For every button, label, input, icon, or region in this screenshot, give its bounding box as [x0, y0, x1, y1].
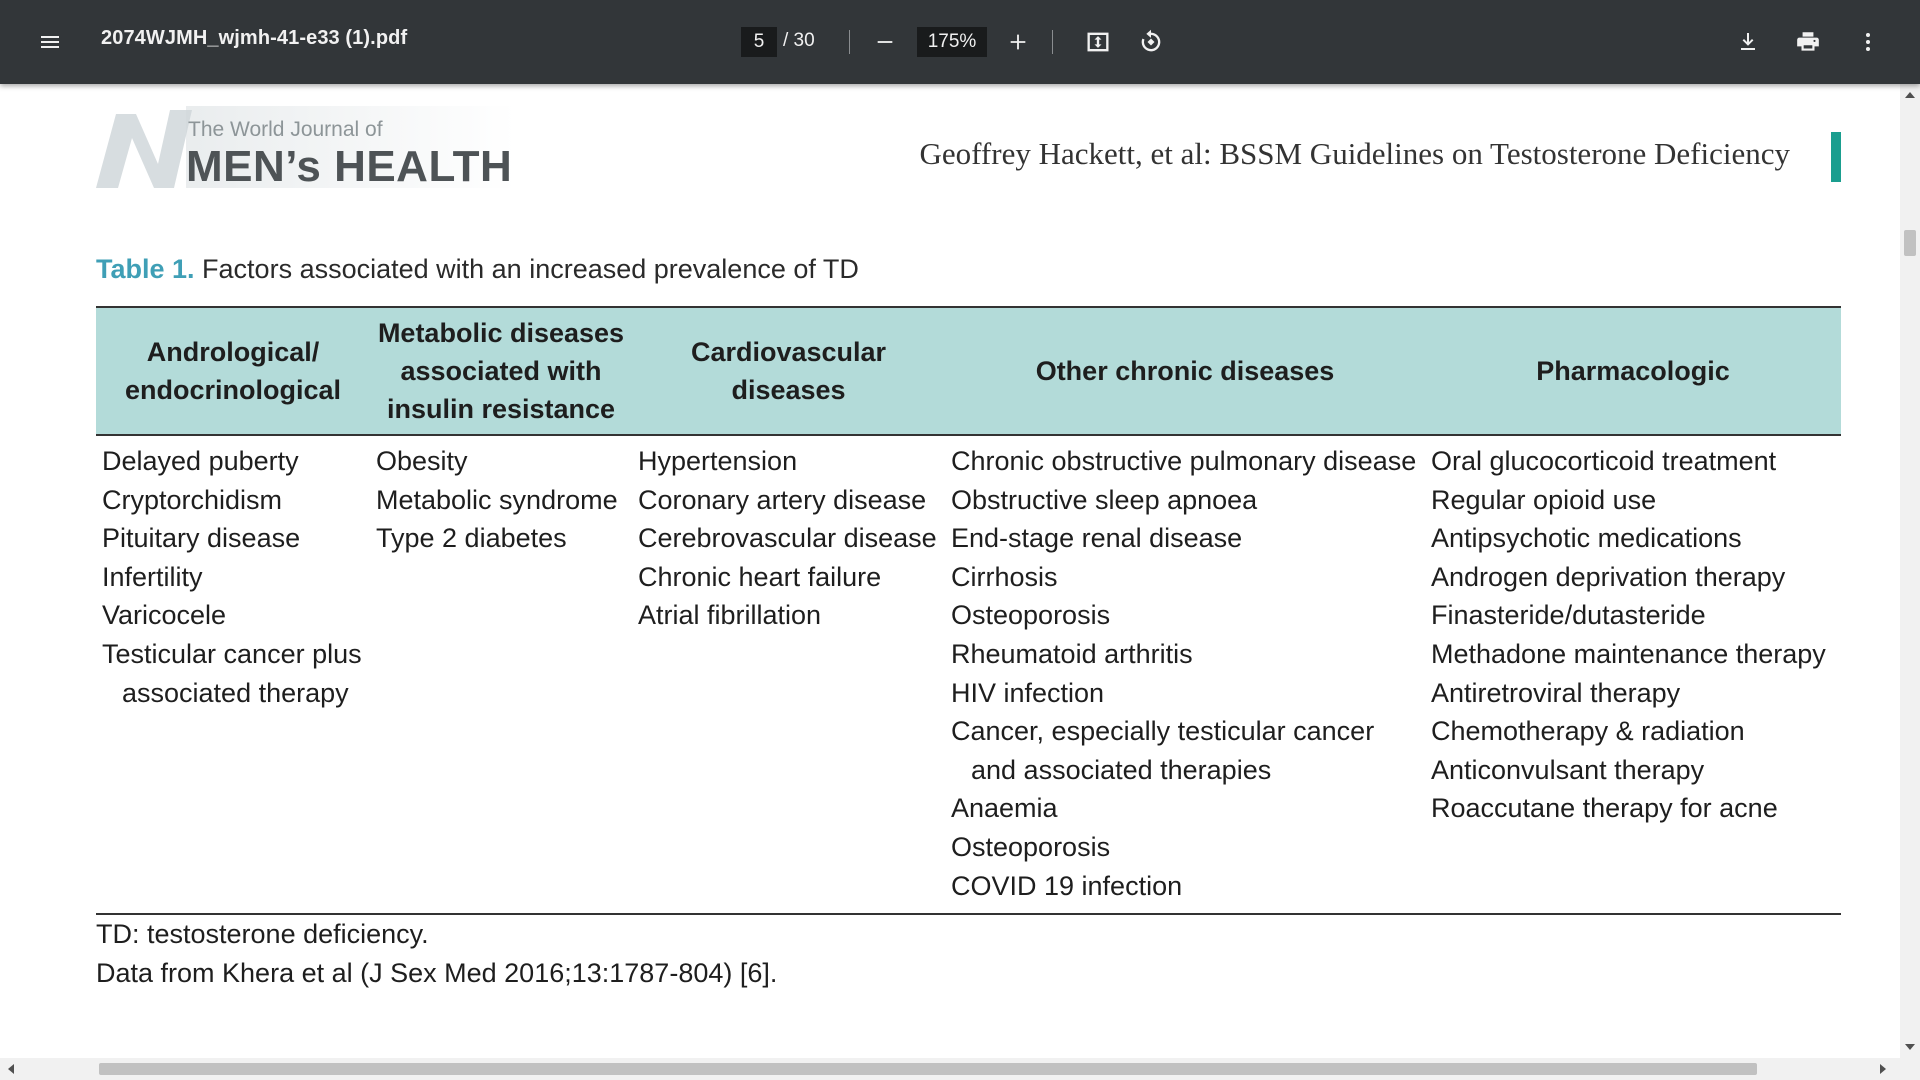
vertical-scroll-thumb[interactable] [1904, 230, 1916, 256]
list-item: Infertility [102, 561, 203, 592]
factors-table [96, 306, 1841, 915]
horizontal-scroll-thumb[interactable] [99, 1063, 1757, 1075]
scroll-up-icon[interactable] [1905, 92, 1915, 98]
scroll-left-icon[interactable] [8, 1064, 14, 1074]
table-cell-cardiovascular [632, 435, 945, 914]
fit-to-page-icon [1084, 28, 1112, 56]
rotate-button[interactable] [1127, 18, 1175, 66]
list-item: Obstructive sleep apnoea [951, 484, 1258, 515]
column-header: Other chronic diseases [1035, 356, 1335, 386]
list-item: Androgen deprivation therapy [1431, 561, 1786, 592]
table-header-row [96, 307, 1841, 435]
fit-to-page-button[interactable] [1074, 18, 1122, 66]
list-item: Methadone maintenance therapy [1431, 638, 1826, 669]
list-item: Oral glucocorticoid treatment [1431, 446, 1777, 476]
rotate-icon [1137, 28, 1165, 56]
list-item: Roaccutane therapy for acne [1431, 793, 1778, 824]
list-item: Varicocele [102, 600, 227, 631]
journal-name-small: The World Journal of [188, 118, 383, 141]
list-item: Anticonvulsant therapy [1431, 754, 1705, 785]
list-item: Atrial fibrillation [638, 600, 822, 631]
download-button[interactable] [1724, 18, 1772, 66]
footnote-source: Data from Khera et al (J Sex Med 2016;13:1787-804) [6]. [96, 958, 778, 988]
menu-icon [38, 30, 62, 54]
menu-button[interactable] [26, 18, 74, 66]
table-cell-andrological [96, 435, 370, 914]
more-options-button[interactable] [1844, 18, 1892, 66]
list-item: HIV infection [951, 677, 1105, 708]
plus-icon [1007, 31, 1029, 53]
list-item: Delayed puberty [102, 446, 299, 476]
table-caption [96, 254, 859, 285]
table-footnotes [96, 915, 777, 993]
list-item: Hypertension [638, 446, 798, 476]
page-total: / 30 [783, 30, 815, 51]
page-number-input[interactable] [741, 27, 777, 57]
running-head-accent [1831, 132, 1841, 182]
list-item: COVID 19 infection [951, 870, 1183, 901]
column-header: Metabolic diseases associated with insulin resistance [377, 318, 625, 424]
list-item: Chronic heart failure [638, 561, 882, 592]
vertical-scrollbar[interactable] [1900, 84, 1920, 1058]
column-header: Pharmacologic [1536, 356, 1730, 386]
pdf-viewer [0, 84, 1900, 1058]
list-item: Antiretroviral therapy [1431, 677, 1681, 708]
pdf-toolbar [0, 0, 1920, 84]
list-item: Chronic obstructive pulmonary disease [951, 446, 1417, 476]
list-item: Pituitary disease [102, 523, 301, 554]
list-item: Cancer, especially testicular cancer and associated therapies [951, 716, 1375, 785]
minus-icon [874, 31, 896, 53]
toolbar-divider [1052, 30, 1053, 54]
footnote-abbreviation: TD: testosterone deficiency. [96, 919, 429, 949]
table-cell-metabolic [370, 435, 632, 914]
scroll-down-icon[interactable] [1905, 1044, 1915, 1050]
journal-logo [96, 106, 516, 191]
table-cell-pharmacologic [1425, 435, 1841, 914]
list-item: Rheumatoid arthritis [951, 638, 1193, 669]
zoom-out-button[interactable] [861, 18, 909, 66]
scroll-right-icon[interactable] [1880, 1064, 1886, 1074]
print-button[interactable] [1784, 18, 1832, 66]
print-icon [1795, 29, 1821, 55]
zoom-level-input[interactable] [917, 27, 987, 57]
table-label: Table 1. [96, 254, 195, 284]
list-item: Coronary artery disease [638, 484, 927, 515]
table-cell-chronic [945, 435, 1425, 914]
horizontal-scrollbar[interactable] [0, 1058, 1920, 1080]
list-item: Osteoporosis [951, 831, 1111, 862]
list-item: Testicular cancer plus associated therapy [102, 638, 362, 708]
journal-name-big: MEN’s HEALTH [186, 142, 513, 191]
list-item: Finasteride/dutasteride [1431, 600, 1706, 631]
list-item: Type 2 diabetes [376, 523, 567, 554]
list-item: End-stage renal disease [951, 523, 1243, 554]
list-item: Cryptorchidism [102, 484, 283, 515]
list-item: Metabolic syndrome [376, 484, 618, 515]
list-item: Obesity [376, 446, 468, 476]
list-item: Cerebrovascular disease [638, 523, 937, 554]
table-row [96, 435, 1841, 914]
column-header: Andrological/ endocrinological [124, 337, 342, 405]
toolbar-divider [849, 30, 850, 54]
list-item: Regular opioid use [1431, 484, 1657, 515]
table-caption-text: Factors associated with an increased prevalence of TD [194, 254, 859, 284]
list-item: Antipsychotic medications [1431, 523, 1742, 554]
running-head: Geoffrey Hackett, et al: BSSM Guidelines on Testosterone Deficiency [919, 136, 1790, 171]
list-item: Anaemia [951, 793, 1058, 824]
zoom-in-button[interactable] [994, 18, 1042, 66]
column-header: Cardiovascular diseases [690, 337, 887, 405]
download-icon [1736, 30, 1760, 54]
list-item: Osteoporosis [951, 600, 1111, 631]
more-vert-icon [1856, 30, 1880, 54]
file-title: 2074WJMH_wjmh-41-e33 (1).pdf [101, 27, 408, 49]
list-item: Cirrhosis [951, 561, 1058, 592]
list-item: Chemotherapy & radiation [1431, 716, 1745, 747]
